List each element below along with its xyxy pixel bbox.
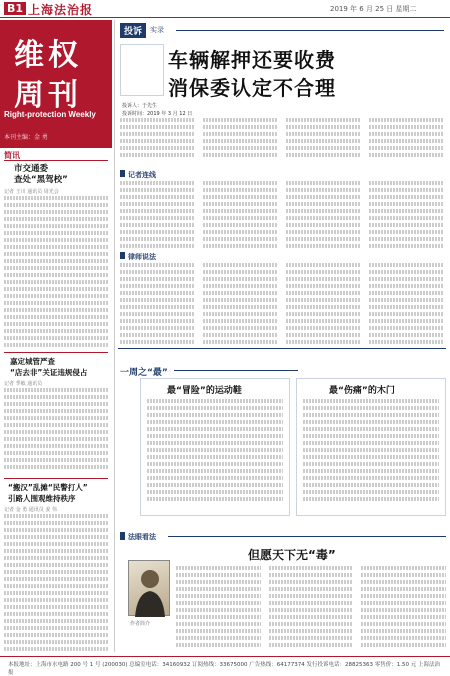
- section-reporter: 记者连线: [128, 171, 156, 179]
- section-marker: [120, 170, 125, 177]
- person-silhouette-icon: [129, 561, 171, 617]
- divider: [4, 478, 108, 479]
- mid-label-rule: [174, 370, 298, 371]
- section-tag: 投诉: [120, 23, 146, 38]
- page-id: B1: [4, 2, 26, 15]
- brand-title-en: Right-protection Weekly: [4, 110, 96, 119]
- author-caption: 作者简介: [130, 621, 151, 627]
- bottom-body: [176, 566, 446, 650]
- meta-complainant: 投诉人：于先生: [122, 103, 158, 109]
- left-item1-byline: 记者 王川 通讯员 周光会: [4, 189, 59, 195]
- mid-col2: [296, 378, 446, 516]
- brand-title-line1: 维权: [14, 38, 82, 73]
- left-item1-title: 市交通委 查处“黑驾校”: [14, 164, 68, 185]
- bottom-rule: [168, 536, 446, 537]
- footer-text: 本报地址：上海市水电路 200 号 1 号 (200030) 总编室电话：34160932 订阅热线：33675000 广告热线：64177374 发行投诉电话：28825363 零售价：1.50 元 上海法治报: [8, 662, 440, 676]
- footer-bar: [0, 656, 450, 676]
- article-body: [120, 118, 444, 160]
- divider: [4, 352, 108, 353]
- news-label: 简讯: [4, 151, 20, 160]
- headline-line1: 车辆解押还要收费: [168, 48, 336, 72]
- left-item2-body: [4, 388, 108, 472]
- left-item3-title: “搬汉”乱摊“民警打人” 引路人围观维持秩序: [8, 483, 88, 503]
- meta-time: 投诉时间：2019 年 3 月 12 日: [122, 111, 193, 117]
- column-divider: [114, 20, 115, 652]
- paper-name: 上海法治报: [28, 3, 94, 17]
- section-marker: [120, 252, 125, 259]
- left-item2-title: 嘉定城管严查 “店去非”关证违规侵占: [10, 357, 88, 377]
- mid-col1-title: 最“冒险”的运动鞋: [167, 386, 242, 396]
- left-item3-body: [4, 514, 108, 654]
- brand-title-line2: 周刊: [14, 78, 82, 113]
- reporter-body: [120, 181, 444, 251]
- mid-rule: [118, 348, 446, 349]
- brand-editor: 本刊主编：金 勇: [4, 134, 48, 141]
- mid-col2-title: 最“伤痛”的木门: [329, 386, 395, 396]
- left-item3-byline: 记者 金 勇 通讯员 姜 伟: [4, 507, 57, 513]
- lawyer-body: [120, 263, 444, 347]
- left-item1-body: [4, 196, 108, 350]
- mid-label: 一周之“最”: [120, 368, 168, 378]
- mid-col1: [140, 378, 290, 516]
- tag-rule: [176, 30, 444, 31]
- section-marker: [120, 532, 125, 540]
- meta-box: [120, 44, 164, 96]
- headline-line2: 消保委认定不合理: [168, 76, 336, 100]
- issue-date: 2019 年 6 月 25 日 星期二: [330, 5, 417, 13]
- bottom-title: 但愿天下无“毒”: [248, 548, 336, 562]
- section-tag-sub: 实录: [150, 26, 164, 34]
- section-lawyer: 律师说法: [128, 253, 156, 261]
- brand-block: [0, 20, 112, 148]
- left-item2-byline: 记者 季敏 通讯员: [4, 381, 43, 387]
- author-portrait: [128, 560, 170, 616]
- bottom-label: 法眼看法: [128, 533, 156, 541]
- divider: [4, 160, 108, 161]
